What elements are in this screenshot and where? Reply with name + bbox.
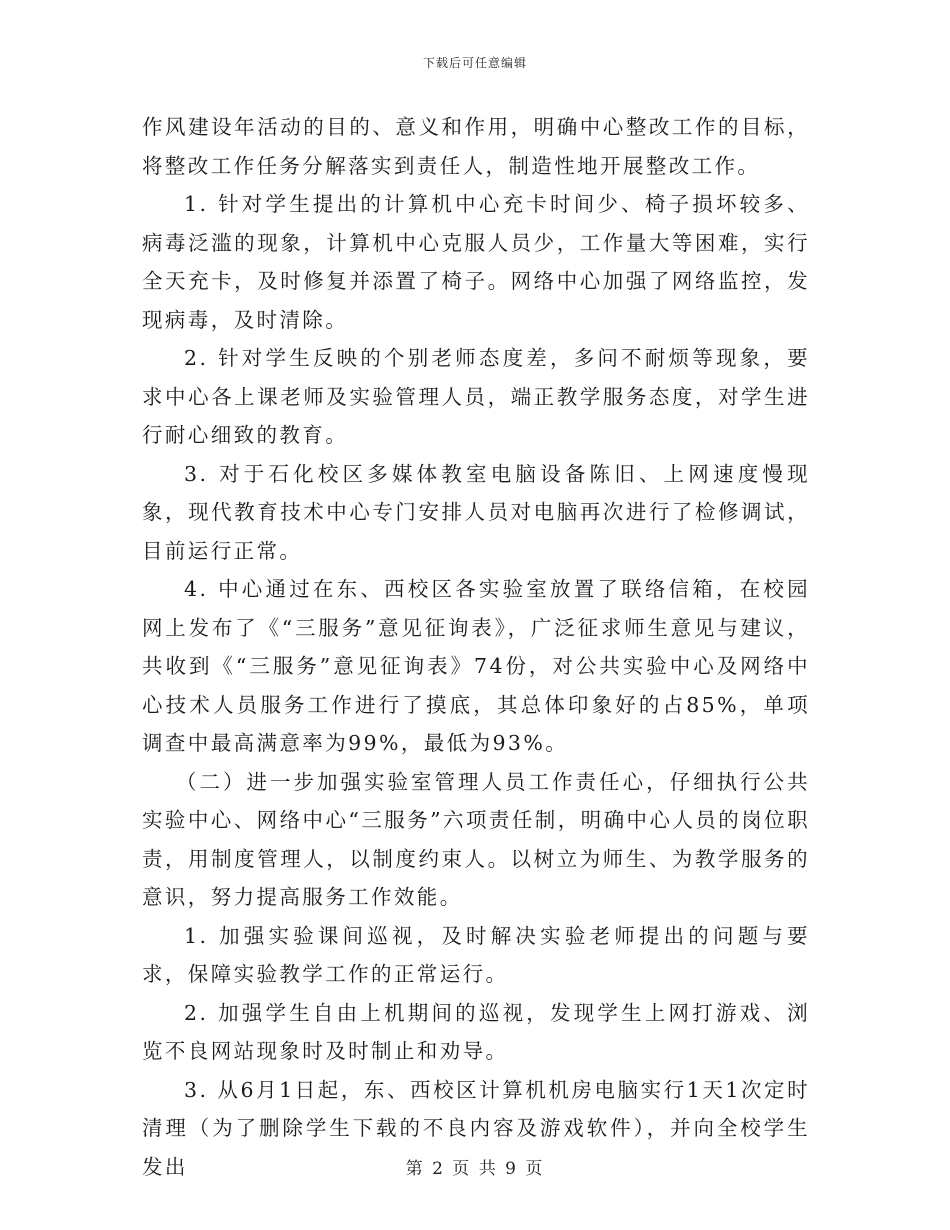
paragraph-subitem-1: 1. 加强实验课间巡视，及时解决实验老师提出的问题与要求，保障实验教学工作的正常运行。 (142, 923, 810, 986)
paragraph-item-3: 3. 对于石化校区多媒体教室电脑设备陈旧、上网速度慢现象，现代教育技术中心专门安排人员对电脑再次进行了检修调试，目前运行正常。 (142, 461, 810, 563)
page-header: 下载后可任意编辑 (422, 56, 527, 70)
paragraph-section-2: （二）进一步加强实验室管理人员工作责任心，仔细执行公共实验中心、网络中心“三服务”六项责任制，明确中心人员的岗位职责，用制度管理人，以制度约束人。以树立为师生、为教学服务的意识，努力提高服务工作效能。 (142, 769, 810, 909)
paragraph-continuation: 作风建设年活动的目的、意义和作用，明确中心整改工作的目标，将整改工作任务分解落实到责任人，制造性地开展整改工作。 (142, 115, 810, 178)
paragraph-subitem-2: 2. 加强学生自由上机期间的巡视，发现学生上网打游戏、浏览不良网站现象时及时制止和劝导。 (142, 1000, 810, 1063)
page-footer: 第 2 页 共 9 页 (405, 1159, 545, 1179)
paragraph-item-1: 1. 针对学生提出的计算机中心充卡时间少、椅子损坏较多、病毒泛滥的现象，计算机中心克服人员少，工作量大等困难，实行全天充卡，及时修复并添置了椅子。网络中心加强了网络监控，发现病毒，及时清除。 (142, 192, 810, 332)
paragraph-item-4: 4. 中心通过在东、西校区各实验室放置了联络信箱，在校园网上发布了《“三服务”意见征询表》，广泛征求师生意见与建议，共收到《“三服务”意见征询表》74份，对公共实验中心及网络中心技术人员服务工作进行了摸底，其总体印象好的占85%，单项调查中最高满意率为99%，最低为93%。 (142, 577, 810, 755)
paragraph-subitem-3: 3. 从6月1日起，东、西校区计算机机房电脑实行1天1次定时清理（为了删除学生下载的不良内容及游戏软件），并向全校学生发出 (142, 1077, 810, 1179)
document-body (142, 108, 810, 1186)
paragraph-item-2: 2. 针对学生反映的个别老师态度差，多问不耐烦等现象，要求中心各上课老师及实验管理人员，端正教学服务态度，对学生进行耐心细致的教育。 (142, 346, 810, 447)
